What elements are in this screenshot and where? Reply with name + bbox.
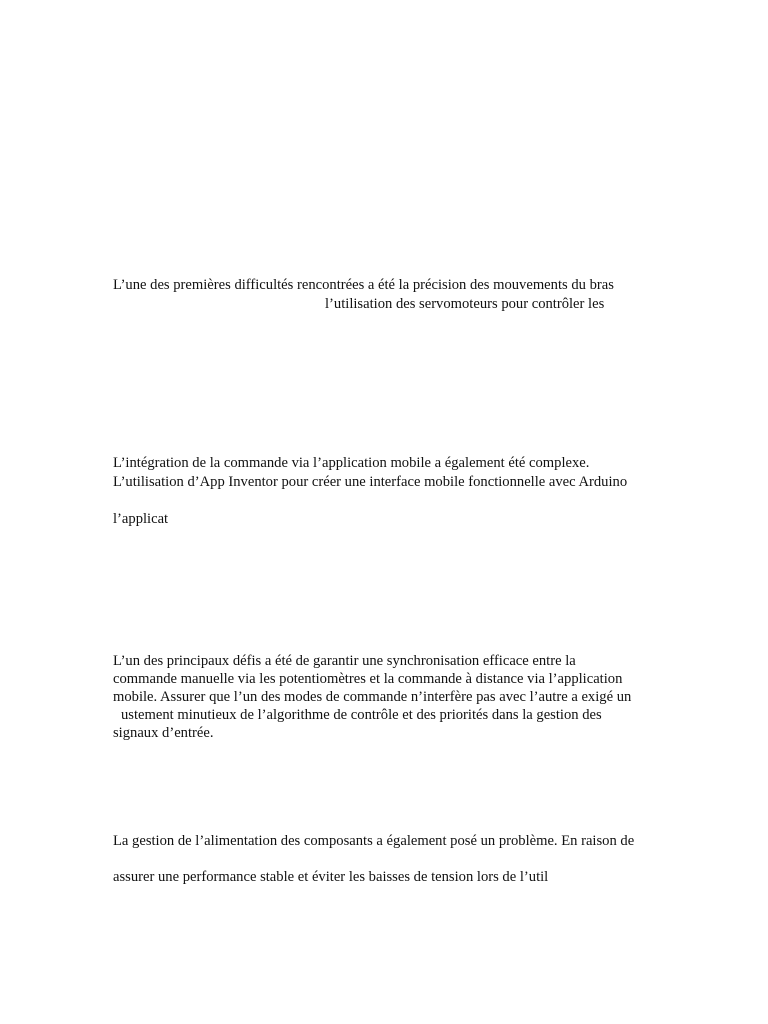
paragraph-4-line-2: assurer une performance stable et éviter les baisses de tension lors de l’util [113,869,549,885]
paragraph-3-line-2: commande manuelle via les potentiomètres et la commande à distance via l’application [113,671,623,687]
paragraph-3-line-3: mobile. Assurer que l’un des modes de commande n’interfère pas avec l’autre a exigé un [113,689,632,705]
paragraph-2-line-2: L’utilisation d’App Inventor pour créer une interface mobile fonctionnelle avec Arduino [113,474,628,490]
paragraph-4-line-1: La gestion de l’alimentation des composants a également posé un problème. En raison de [113,833,635,849]
paragraph-1-line-1: L’une des premières difficultés rencontrées a été la précision des mouvements du bras [113,277,614,293]
paragraph-3-line-5: signaux d’entrée. [113,725,214,741]
paragraph-3-line-1: L’un des principaux défis a été de garantir une synchronisation efficace entre la [113,653,576,669]
paragraph-3-line-4: ustement minutieux de l’algorithme de contrôle et des priorités dans la gestion des [121,707,602,723]
paragraph-2-line-3: l’applicat [113,511,169,527]
paragraph-1-line-2: l’utilisation des servomoteurs pour contrôler les [325,296,605,312]
paragraph-2-line-1: L’intégration de la commande via l’application mobile a également été complexe. [113,455,590,471]
